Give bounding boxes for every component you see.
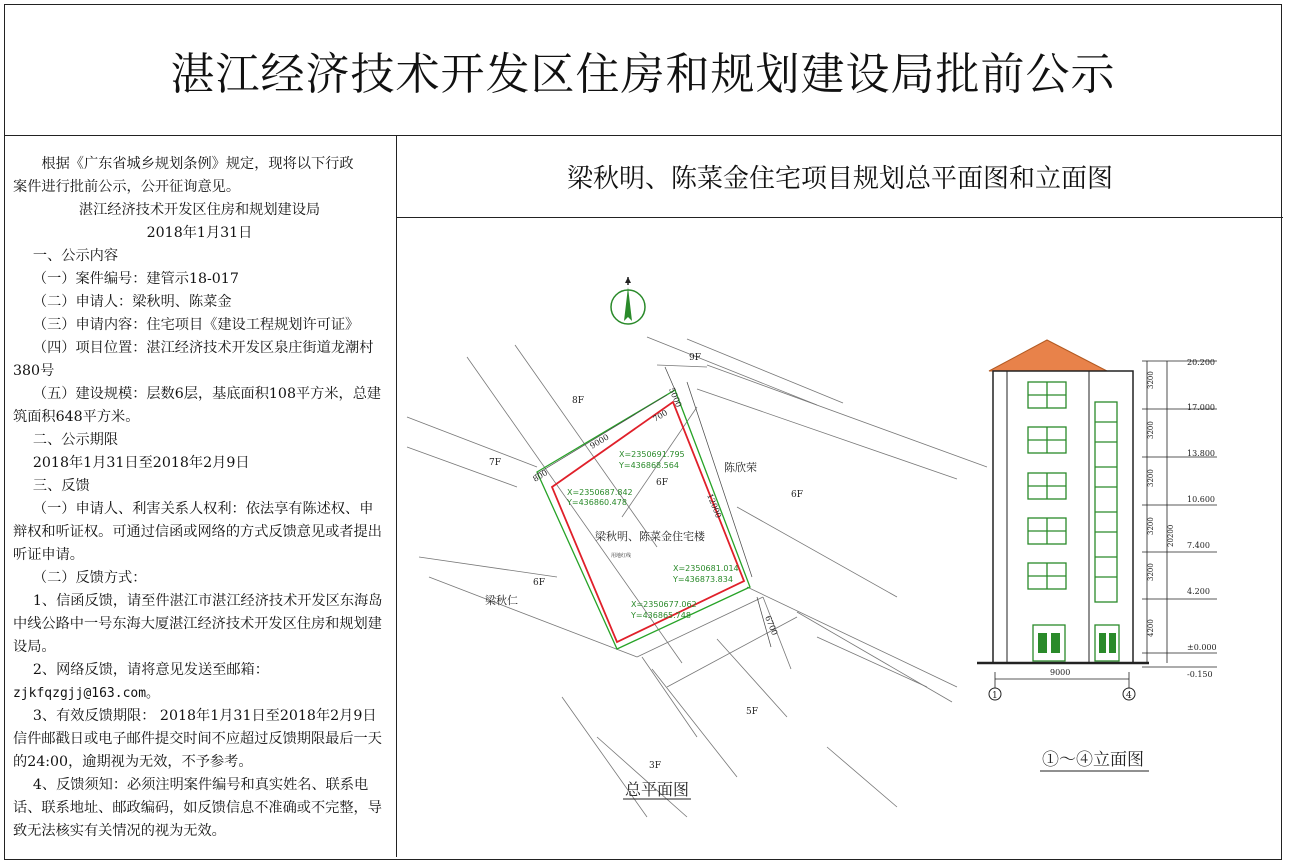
case-number: （一）案件编号：建管示18-017 — [32, 271, 239, 287]
elevation-label: ①～④立面图 — [1042, 750, 1144, 770]
neighbor-8f: 8F — [572, 396, 584, 406]
coord-1-y: Y=436868.564 — [619, 461, 679, 470]
drawing-title: 梁秋明、陈菜金住宅项目规划总平面图和立面图 — [397, 135, 1283, 218]
application-content: （三）申请内容：住宅项目《建设工程规划许可证》 — [32, 317, 360, 333]
section-2-heading: 二、公示期限 — [32, 432, 119, 448]
way-2: 2、网络反馈，请将意见发送至邮箱： — [32, 662, 269, 678]
level-minus-0150: -0.150 — [1187, 670, 1213, 679]
level-17000: 17.000 — [1187, 403, 1215, 412]
dim-5000: 5000 — [667, 386, 684, 409]
neighbor-6f-west: 6F — [533, 578, 545, 588]
project-location-2: 380号 — [13, 363, 55, 379]
building-name: 梁秋明、陈菜金住宅楼 — [595, 530, 705, 543]
issuer: 湛江经济技术开发区住房和规划建设局 — [78, 202, 321, 218]
neighbor-chen-xinrong: 陈欣荣 — [724, 461, 757, 474]
page-title: 湛江经济技术开发区住房和规划建设局批前公示 — [5, 5, 1281, 136]
coord-1-x: X=2350691.795 — [619, 450, 685, 459]
north-arrow-icon — [611, 277, 645, 324]
coord-2-x: X=2350687.842 — [567, 488, 633, 497]
rights-line-3: 听证申请。 — [13, 547, 84, 563]
construction-scale-2: 筑面积648平方米。 — [13, 409, 140, 425]
coord-2-y: Y=436860.478 — [567, 498, 627, 507]
way-3: 3、有效反馈期限： 2018年1月31日至2018年2月9日 — [32, 708, 377, 724]
neighbor-3f: 3F — [649, 761, 661, 771]
project-location: （四）项目位置：湛江经济技术开发区泉庄街道龙潮村 — [32, 340, 374, 356]
floor-height-3: 3200 — [1147, 469, 1155, 487]
total-height: 20200 — [1167, 524, 1175, 547]
elevation-drawing — [977, 340, 1217, 701]
building-6f: 6F — [656, 478, 668, 488]
way-1: 1、信函反馈，请至件湛江市湛江经济技术开发区东海岛 — [32, 593, 383, 609]
site-plan-label: 总平面图 — [625, 780, 690, 799]
level-10600: 10.600 — [1187, 495, 1215, 504]
way-1-c: 设局。 — [13, 639, 56, 655]
way-3-c: 的24:00，逾期视为无效，不予参考。 — [13, 754, 253, 770]
elevation-width: 9000 — [1050, 668, 1071, 677]
level-4200: 4.200 — [1187, 587, 1210, 596]
drawing-area — [397, 217, 1283, 861]
neighbor-9f: 9F — [689, 353, 701, 363]
floor-height-5: 3200 — [1147, 563, 1155, 581]
level-0000: ±0.000 — [1187, 643, 1217, 652]
floor-height-1: 3200 — [1147, 371, 1155, 389]
red-line-note: 用地红线 — [611, 553, 632, 559]
neighbor-5f: 5F — [746, 707, 758, 717]
floor-height-6: 4200 — [1147, 619, 1155, 637]
dim-9000: 9000 — [588, 432, 611, 451]
neighbor-liang-qiuren: 梁秋仁 — [485, 594, 518, 607]
way-1-b: 中线公路中一号东海大厦湛江经济技术开发区住房和规划建 — [13, 616, 382, 632]
coord-4-y: Y=436865.748 — [631, 611, 691, 620]
notice-sheet — [4, 4, 1282, 860]
axis-4: 4 — [1126, 691, 1132, 701]
way-4-c: 致无法核实有关情况的视为无效。 — [13, 823, 226, 839]
axis-1: 1 — [992, 691, 998, 701]
coord-3-x: X=2350681.014 — [673, 564, 739, 573]
intro-line: 根据《广东省城乡规划条例》规定，现将以下行政 — [41, 156, 354, 172]
section-3-heading: 三、反馈 — [32, 478, 90, 494]
dim-6700: 6700 — [763, 614, 780, 637]
level-20200: 20.200 — [1187, 358, 1215, 367]
neighbor-6f-east: 6F — [791, 490, 803, 500]
publicity-period: 2018年1月31日至2018年2月9日 — [32, 455, 250, 471]
intro-line-2: 案件进行批前公示，公开征询意见。 — [13, 179, 241, 195]
neighbor-7f: 7F — [489, 458, 501, 468]
level-7400: 7.400 — [1187, 541, 1210, 550]
way-4-b: 话、联系地址、邮政编码，如反馈信息不准确或不完整，导 — [13, 800, 382, 816]
floor-height-4: 3200 — [1147, 517, 1155, 535]
rights-line: （一）申请人、利害关系人权利：依法享有陈述权、申 — [32, 501, 374, 517]
issue-date: 2018年1月31日 — [146, 225, 253, 241]
section-1-heading: 一、公示内容 — [32, 248, 119, 264]
level-13800: 13.800 — [1187, 449, 1215, 458]
email-address[interactable]: zjkfqzgjj@163.com。 — [13, 686, 160, 701]
drawing-svg — [397, 217, 1281, 859]
dim-800: 800 — [531, 468, 550, 484]
notice-text-panel — [5, 135, 397, 857]
feedback-ways: （二）反馈方式： — [32, 570, 147, 586]
coord-3-y: Y=436873.834 — [673, 575, 733, 584]
way-4: 4、反馈须知：必须注明案件编号和真实姓名、联系电 — [32, 777, 369, 793]
dim-12000: 12000 — [705, 492, 724, 520]
way-3-b: 信件邮戳日或电子邮件提交时间不应超过反馈期限最后一天 — [13, 731, 382, 747]
rights-line-2: 辩权和听证权。可通过信函或网络的方式反馈意见或者提出 — [13, 524, 382, 540]
construction-scale: （五）建设规模：层数6层，基底面积108平方米，总建 — [32, 386, 382, 402]
dim-700: 700 — [651, 408, 670, 424]
applicant: （二）申请人：梁秋明、陈菜金 — [32, 294, 232, 310]
floor-height-2: 3200 — [1147, 421, 1155, 439]
roof — [989, 340, 1107, 371]
coord-4-x: X=2350677.062 — [631, 600, 697, 609]
